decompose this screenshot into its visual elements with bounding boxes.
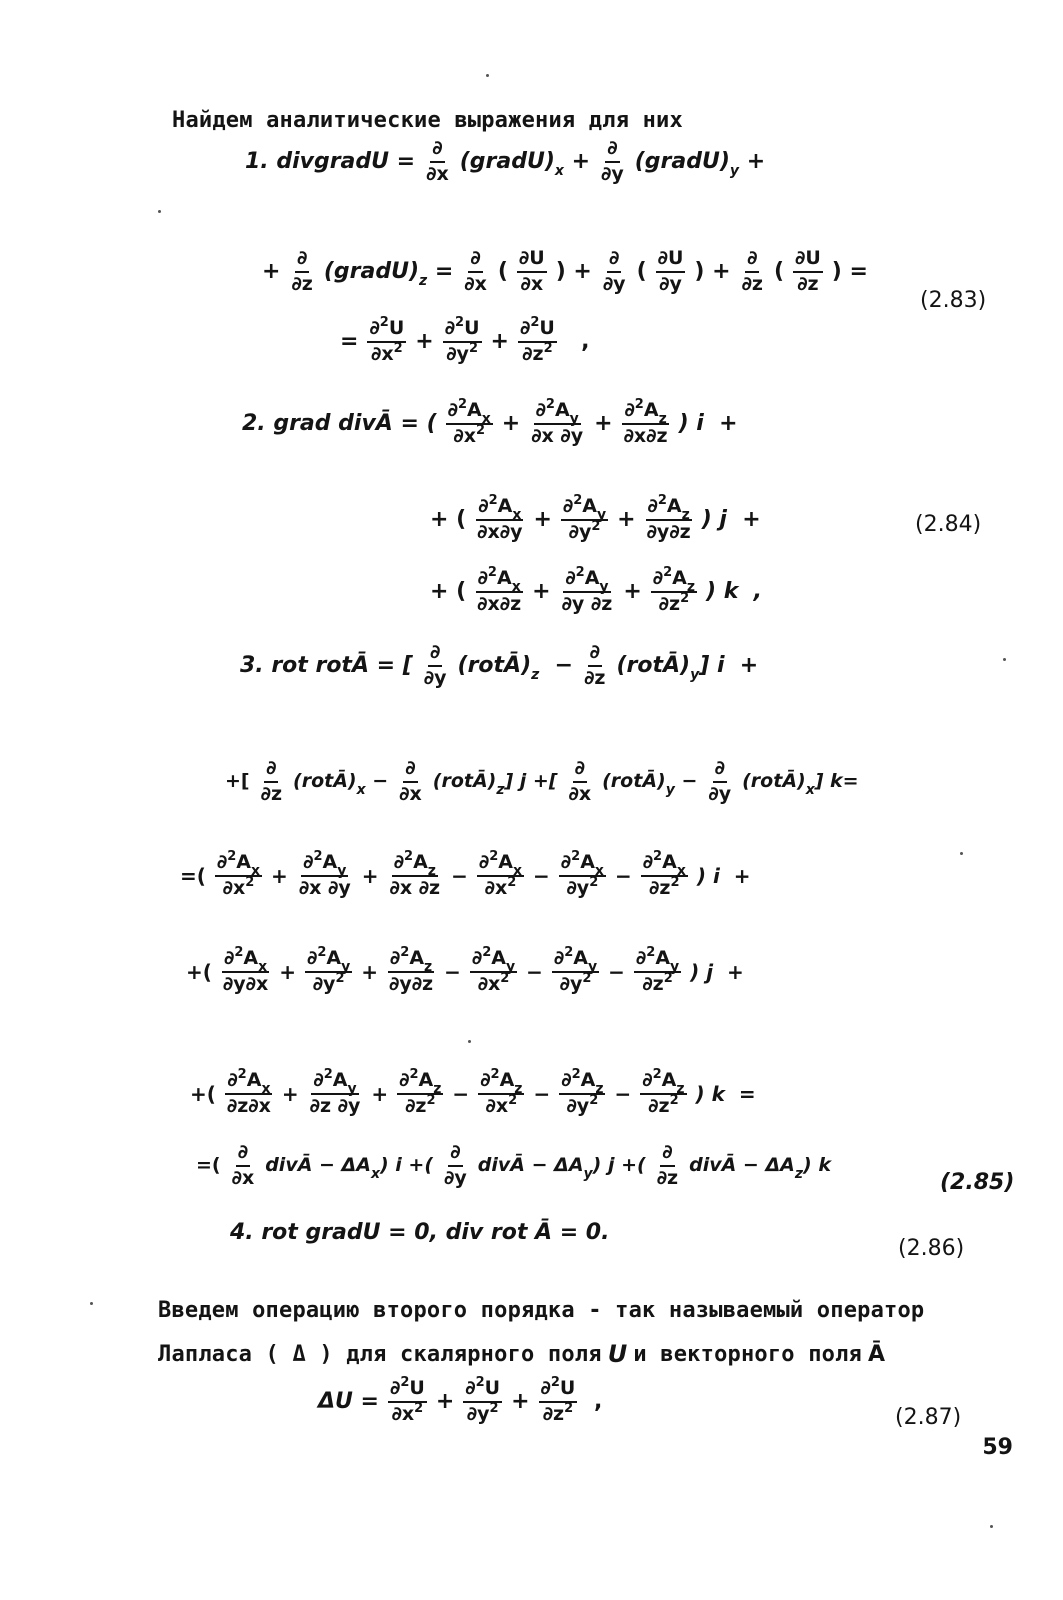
equation-1-line-1: 1. divgradU = $\frac{\partial}{\partial x}$ $(gradU)_x$ + $\frac{\partial}{\partial y}$ $(gradU)_y$ + <box>245 137 766 185</box>
equation-3-line-2: +[ $\frac{\partial}{\partial z}$ $(rotĀ)_x$ − $\frac{\partial}{\partial x}$ $(rotĀ)_z$] j +[ $\frac{\partial}{\partial x}$ $(rotĀ)_y$ − $\frac{\partial}{\partial y}$ $(rotĀ)_x$] k= <box>225 757 859 805</box>
scalar-field-symbol: U <box>607 1340 628 1368</box>
intro-text: Найдем аналитические выражения для них <box>172 108 683 133</box>
equation-number-2-87: (2.87) <box>895 1405 962 1430</box>
scan-speck <box>486 74 489 77</box>
page-number: 59 <box>982 1435 1013 1460</box>
equation-4: 4. rot gradU = 0, div rot Ā = 0. <box>230 1220 610 1245</box>
equation-number-2-84: (2.84) <box>915 512 982 537</box>
equation-2-line-3: + ( $\frac{\partial^2A_x}{\partial x\partial z}$ + $\frac{\partial^2A_y}{\partial y \partial z}$ + $\frac{\partial^2A_z}{\partial z^2}$ ) k , <box>430 565 763 615</box>
scan-speck <box>90 1302 93 1305</box>
scan-speck <box>1003 658 1006 661</box>
equation-3-line-3: =( $\frac{\partial^2A_x}{\partial x^2}$ + $\frac{\partial^2A_y}{\partial x \partial y}$ + $\frac{\partial^2A_z}{\partial x \partial z}$ − $\frac{\partial^2A_x}{\partial x^2}$ − $\frac{\partial^2A_x}{\partial y^2}$ − $\frac{\partial^2A_x}{\partial z^2}$ ) i + <box>180 849 751 899</box>
equation-number-2-86: (2.86) <box>898 1236 965 1261</box>
equation-3-line-5: +( $\frac{\partial^2A_x}{\partial z\partial x}$ + $\frac{\partial^2A_y}{\partial z \partial y}$ + $\frac{\partial^2A_z}{\partial z^2}$ − $\frac{\partial^2A_z}{\partial x^2}$ − $\frac{\partial^2A_z}{\partial y^2}$ − $\frac{\partial^2A_z}{\partial z^2}$ ) k = <box>190 1067 756 1117</box>
equation-3-line-1: 3. rot rotĀ = [ $\frac{\partial}{\partial y}$ $(rotĀ)_z$ − $\frac{\partial}{\partial z}$ $(rotĀ)_y$] i + <box>240 641 759 689</box>
vector-field-symbol: Ā <box>867 1341 886 1367</box>
equation-2-line-1: 2. grad divĀ = ( $\frac{\partial^2A_x}{\partial x^2}$ + $\frac{\partial^2A_y}{\partial x \partial y}$ + $\frac{\partial^2A_z}{\partial x\partial z}$ ) i + <box>242 397 738 447</box>
paragraph-line-2-a: Лапласа ( Δ ) для скалярного поля <box>158 1341 602 1367</box>
paragraph-line-1: Введем операцию второго порядка - так называемый оператор <box>158 1298 925 1323</box>
equation-1-line-3: = $\frac{\partial^2U}{\partial x^2}$ + $\frac{\partial^2U}{\partial y^2}$ + $\frac{\partial^2U}{\partial z^2}$ , <box>340 315 590 365</box>
equation-3-line-4: +( $\frac{\partial^2A_x}{\partial y\partial x}$ + $\frac{\partial^2A_y}{\partial y^2}$ + $\frac{\partial^2A_z}{\partial y\partial z}$ − $\frac{\partial^2A_y}{\partial x^2}$ − $\frac{\partial^2A_y}{\partial y^2}$ − $\frac{\partial^2A_y}{\partial z^2}$ ) j + <box>186 945 744 995</box>
equation-1-line-2: + $\frac{\partial}{\partial z}$ $(gradU)_z$ = $\frac{\partial}{\partial x}$ ( $\frac{\partial U}{\partial x}$ ) + $\frac{\partial}{\partial y}$ ( $\frac{\partial U}{\partial y}$ ) + $\frac{\partial}{\partial z}$ ( $\frac{\partial U}{\partial z}$ ) = <box>262 247 868 295</box>
scan-speck <box>990 1525 993 1528</box>
equation-2-line-2: + ( $\frac{\partial^2A_x}{\partial x\partial y}$ + $\frac{\partial^2A_y}{\partial y^2}$ + $\frac{\partial^2A_z}{\partial y\partial z}$ ) j + <box>430 493 761 543</box>
equation-3-line-6: =( $\frac{\partial}{\partial x}$ divĀ − $\Delta A_x$) i +( $\frac{\partial}{\partial y}$ divĀ − $\Delta A_y$) j +( $\frac{\partial}{\partial z}$ divĀ − $\Delta A_z$) k <box>196 1141 831 1189</box>
scan-speck <box>960 852 963 855</box>
paragraph-line-2 <box>158 1340 885 1368</box>
equation-number-2-83: (2.83) <box>920 288 987 313</box>
paragraph-line-2-b: и векторного поля <box>633 1341 862 1367</box>
laplace-equation: ΔU = $\frac{\partial^2U}{\partial x^2}$ + $\frac{\partial^2U}{\partial y^2}$ + $\frac{\partial^2U}{\partial z^2}$ , <box>318 1375 603 1425</box>
equation-number-2-85: (2.85) <box>940 1170 1015 1195</box>
scan-speck <box>158 210 161 213</box>
scan-speck <box>468 1040 471 1043</box>
